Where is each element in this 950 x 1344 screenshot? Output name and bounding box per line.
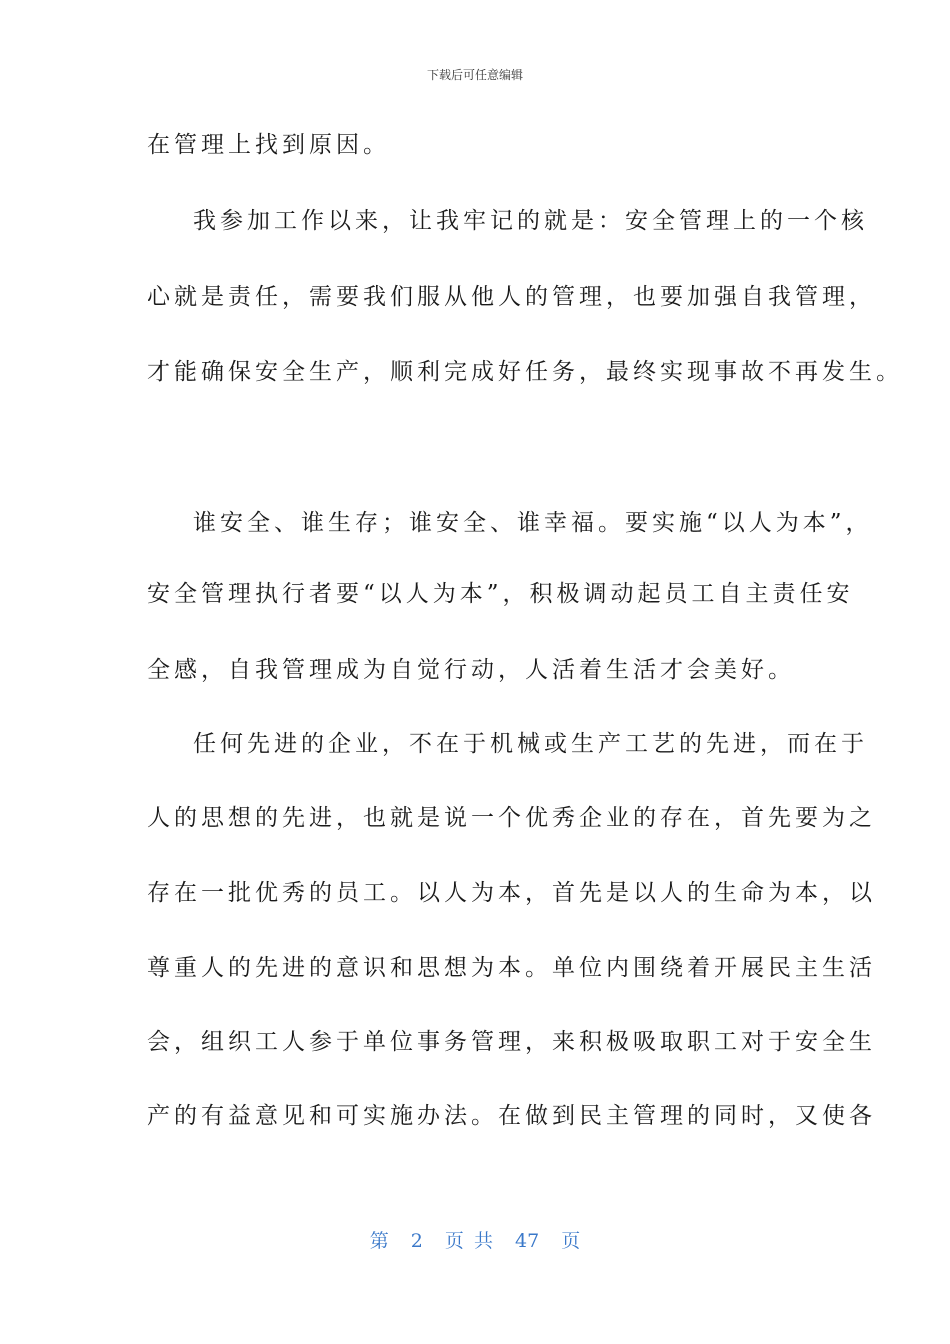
paragraph-line: 心就是责任，需要我们服从他人的管理，也要加强自我管理， (147, 284, 876, 310)
paragraph-line: 谁安全、谁生存；谁安全、谁幸福。要实施“以人为本”， (193, 510, 873, 536)
paragraph-line: 会，组织工人参于单位事务管理，来积极吸取职工对于安全生 (147, 1029, 876, 1055)
paragraph-line: 人的思想的先进，也就是说一个优秀企业的存在，首先要为之 (147, 805, 876, 831)
page-header: 下载后可任意编辑 (426, 68, 523, 82)
footer-page-number: 2 (410, 1230, 423, 1252)
paragraph-line: 安全管理执行者要“以人为本”，积极调动起员工自主责任安 (147, 581, 854, 607)
paragraph-line: 全感，自我管理成为自觉行动，人活着生活才会美好。 (147, 657, 795, 683)
paragraph-line: 才能确保安全生产，顺利完成好任务，最终实现事故不再发生。 (147, 359, 903, 385)
paragraph-line: 我参加工作以来，让我牢记的就是：安全管理上的一个核 (193, 208, 868, 234)
footer-prefix: 第 (369, 1230, 389, 1252)
paragraph-line: 任何先进的企业，不在于机械或生产工艺的先进，而在于 (193, 731, 868, 757)
paragraph-line: 产的有益意见和可实施办法。在做到民主管理的同时，又使各 (147, 1103, 876, 1129)
page-footer (0, 1226, 950, 1253)
paragraph-line: 尊重人的先进的意识和思想为本。单位内围绕着开展民主生活 (147, 955, 876, 981)
footer-suffix: 页 (561, 1230, 581, 1252)
paragraph-line: 存在一批优秀的员工。以人为本，首先是以人的生命为本，以 (147, 880, 876, 906)
paragraph-line: 在管理上找到原因。 (147, 132, 390, 158)
footer-middle: 页 共 (444, 1230, 493, 1252)
footer-total-pages: 47 (515, 1230, 540, 1252)
